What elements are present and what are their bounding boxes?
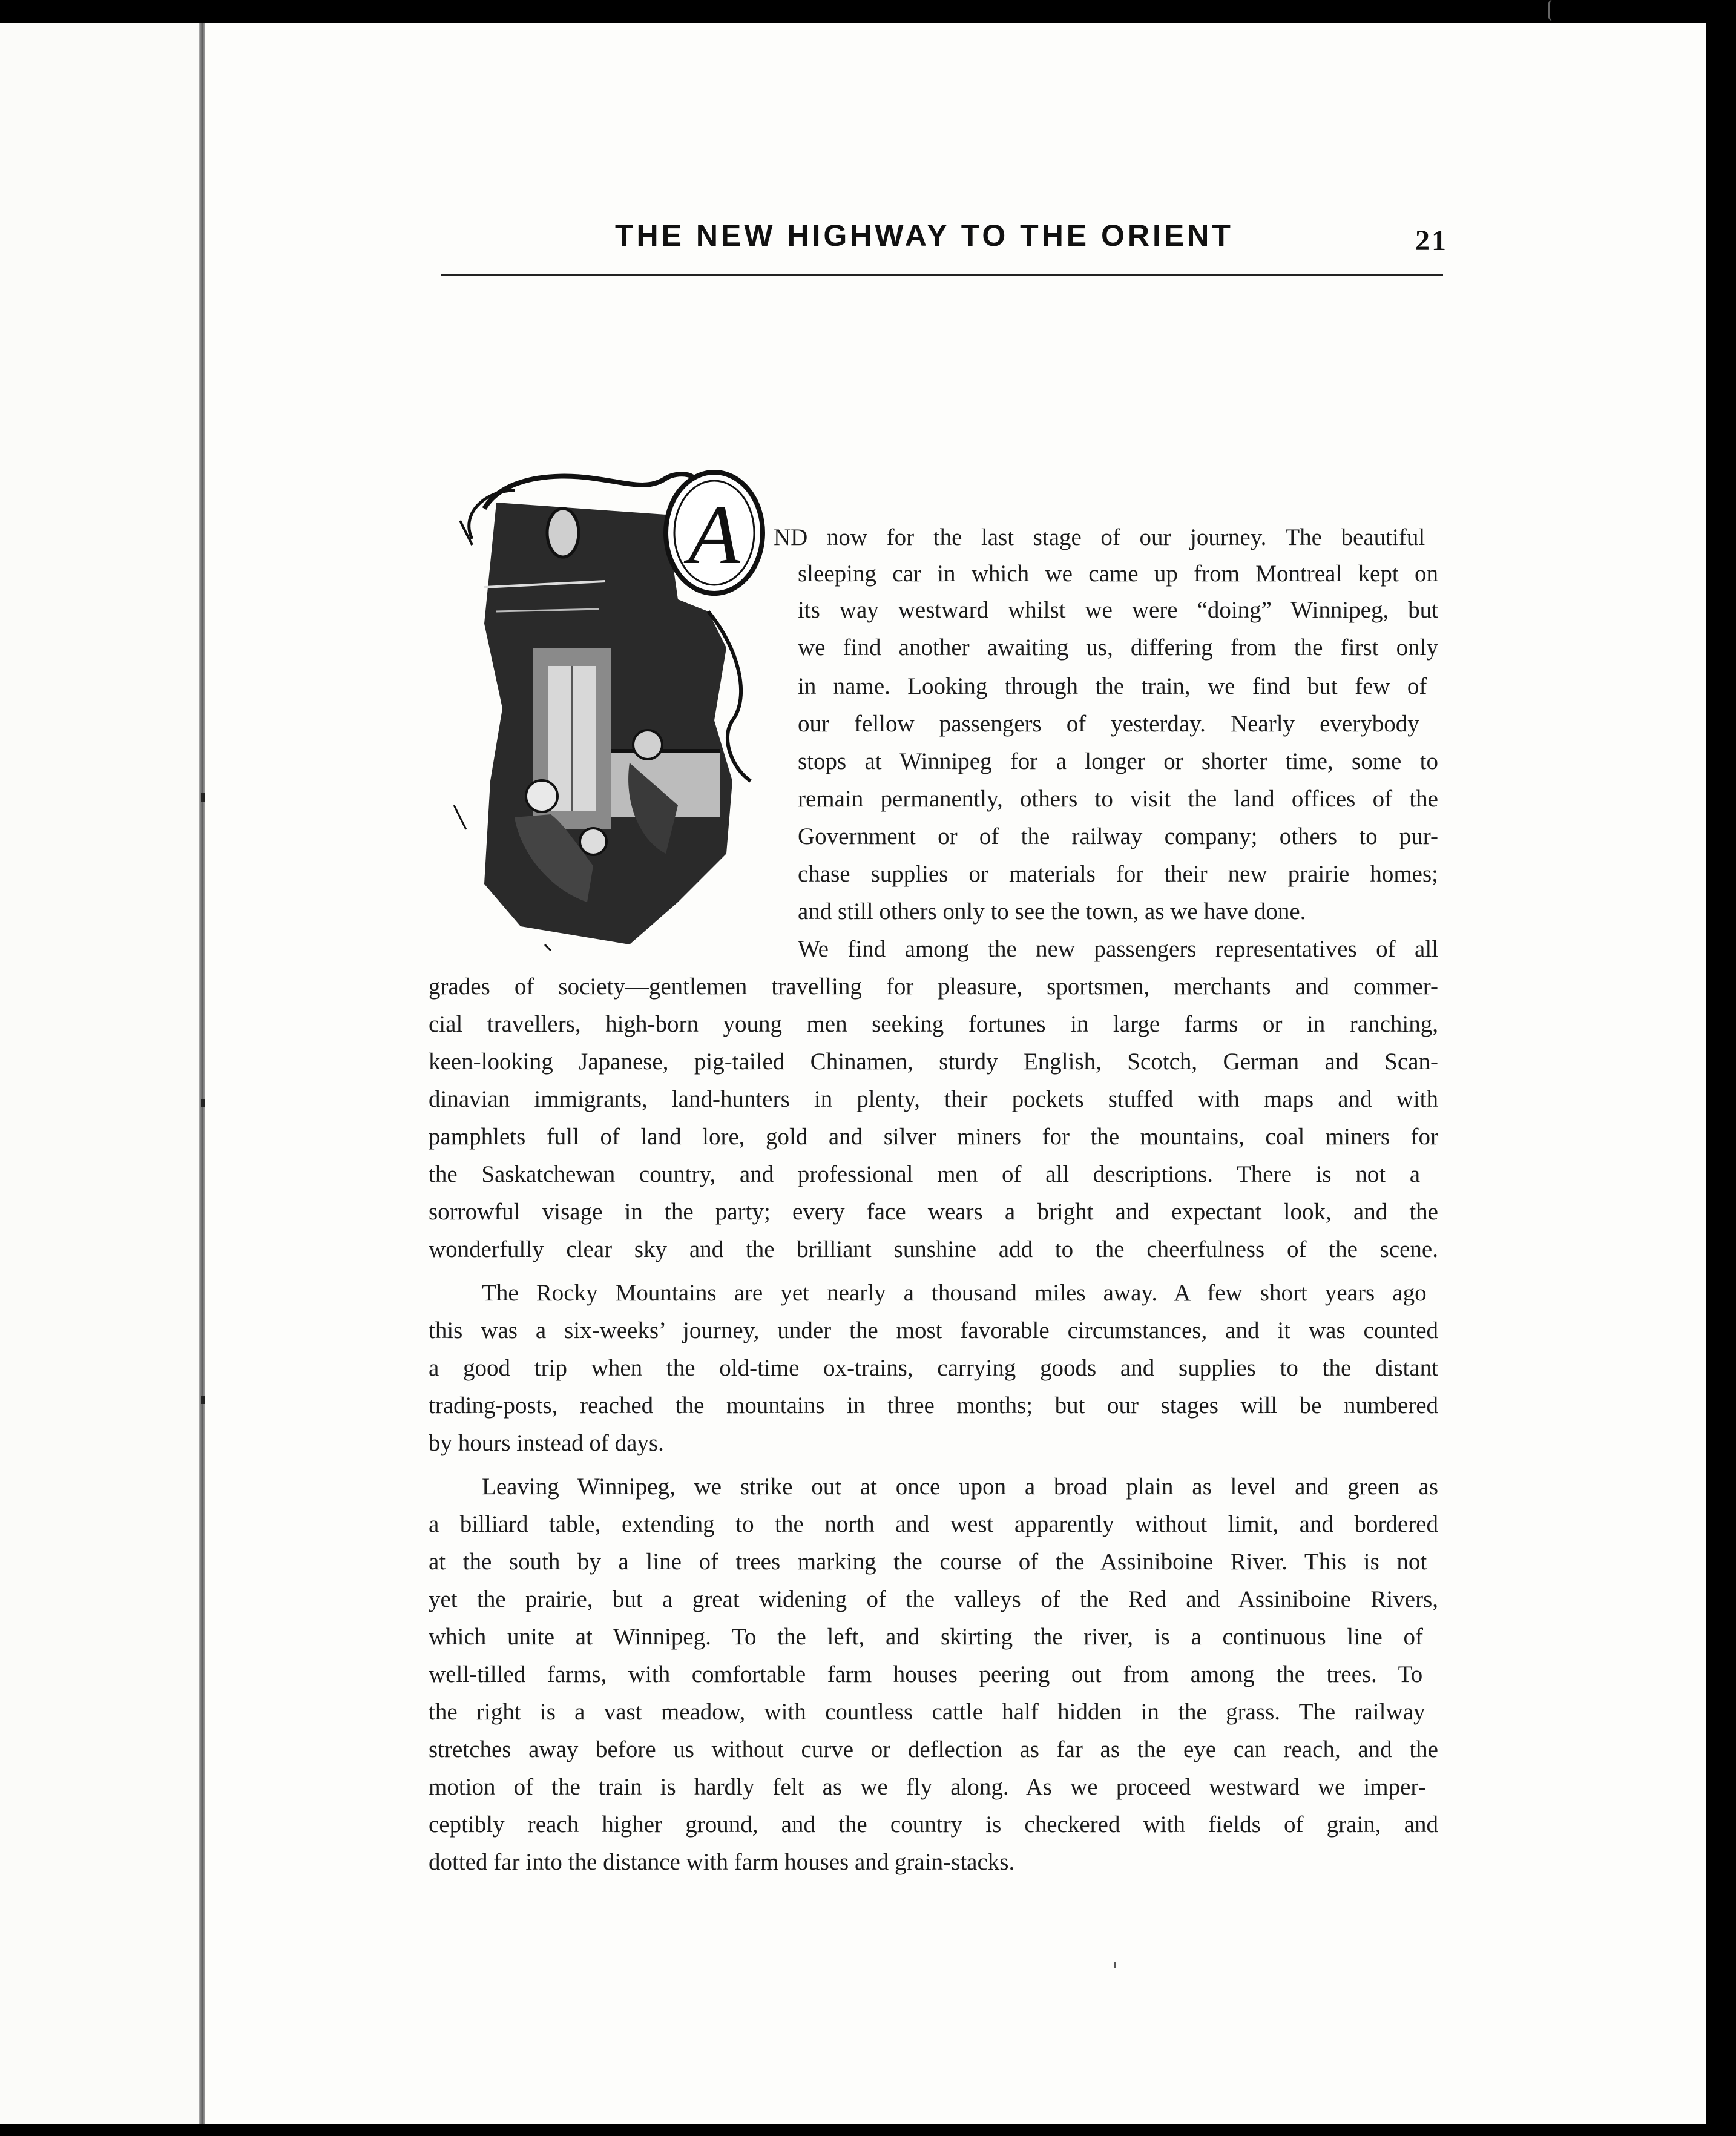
body-line: at the south by a line of trees marking the course of the Assiniboine River. This is not — [429, 1549, 1427, 1575]
body-line: motion of the train is hardly felt as we fly along. As we proceed westward we imper- — [429, 1774, 1426, 1800]
body-line: we find another awaiting us, differing from the first only — [798, 635, 1438, 661]
body-line: stretches away before us without curve or deflection as far as the eye can reach, and the — [429, 1736, 1438, 1762]
body-line: which unite at Winnipeg. To the left, and skirting the river, is a continuous line of — [429, 1624, 1424, 1650]
body-line: pamphlets full of land lore, gold and silver miners for the mountains, coal miners for — [429, 1124, 1438, 1150]
body-line: the right is a vast meadow, with countless cattle half hidden in the grass. The railway — [429, 1699, 1425, 1725]
body-line: sorrowful visage in the party; every face wears a bright and expectant look, and the — [429, 1199, 1438, 1225]
body-line: yet the prairie, but a great widening of the valleys of the Red and Assiniboine Rivers, — [429, 1586, 1438, 1612]
body-line: stops at Winnipeg for a longer or shorter time, some to — [798, 748, 1438, 774]
scan-speck — [1114, 1962, 1116, 1968]
left-facing-page — [0, 23, 199, 2124]
body-line: remain permanently, others to visit the land offices of the — [798, 786, 1438, 812]
body-line: ND now for the last stage of our journey. The beautiful — [774, 524, 1425, 550]
body-line: its way westward whilst we were “doing” Winnipeg, but — [798, 597, 1438, 623]
body-line: grades of society—gentlemen travelling for pleasure, sportsmen, merchants and commer- — [429, 974, 1438, 1000]
body-line: We find among the new passengers representatives of all — [798, 936, 1438, 962]
page-number: 21 — [1415, 225, 1448, 257]
body-line: in name. Looking through the train, we find but few of — [798, 673, 1427, 699]
body-line: ceptibly reach higher ground, and the country is checkered with fields of grain, and — [429, 1811, 1438, 1838]
body-line: The Rocky Mountains are yet nearly a thousand miles away. A few short years ago — [482, 1280, 1427, 1306]
body-line: cial travellers, high-born young men seeking fortunes in large farms or in ranching, — [429, 1011, 1438, 1037]
body-line: dinavian immigrants, land-hunters in plenty, their pockets stuffed with maps and with — [429, 1086, 1438, 1112]
body-line: and still others only to see the town, as we have done. — [798, 898, 1306, 925]
running-header-title: THE NEW HIGHWAY TO THE ORIENT — [615, 219, 1234, 252]
body-line: well-tilled farms, with comfortable farm houses peering out from among the trees. To — [429, 1661, 1423, 1687]
body-line: our fellow passengers of yesterday. Nearly everybody — [798, 711, 1419, 737]
body-line: wonderfully clear sky and the brilliant sunshine add to the cheerfulness of the scene. — [429, 1236, 1438, 1262]
body-line: keen-looking Japanese, pig-tailed Chinamen, sturdy English, Scotch, German and Scan- — [429, 1049, 1438, 1075]
body-line: sleeping car in which we came up from Montreal kept on — [798, 561, 1438, 587]
body-line: by hours instead of days. — [429, 1430, 664, 1456]
body-line: a good trip when the old-time ox-trains, carrying goods and supplies to the distant — [429, 1355, 1438, 1381]
body-line: chase supplies or materials for their new prairie homes; — [798, 861, 1438, 887]
body-line: a billiard table, extending to the north and west apparently without limit, and bordered — [429, 1511, 1438, 1537]
book-gutter — [199, 23, 205, 2124]
body-line: Government or of the railway company; others to pur- — [798, 823, 1438, 849]
header-rule — [441, 274, 1443, 276]
body-line: this was a six-weeks’ journey, under the most favorable circumstances, and it was counted — [429, 1317, 1438, 1343]
scan-artifact — [1548, 0, 1559, 21]
body-line: trading-posts, reached the mountains in three months; but our stages will be numbered — [429, 1393, 1438, 1419]
body-line: Leaving Winnipeg, we strike out at once upon a broad plain as level and green as — [482, 1474, 1438, 1500]
drop-cap-letter: A — [688, 488, 740, 582]
body-line: dotted far into the distance with farm houses and grain-stacks. — [429, 1849, 1015, 1875]
body-line: the Saskatchewan country, and professional men of all descriptions. There is not a — [429, 1161, 1421, 1187]
page-edge — [1706, 23, 1736, 2124]
railway-car-interior-illustration — [448, 466, 787, 969]
